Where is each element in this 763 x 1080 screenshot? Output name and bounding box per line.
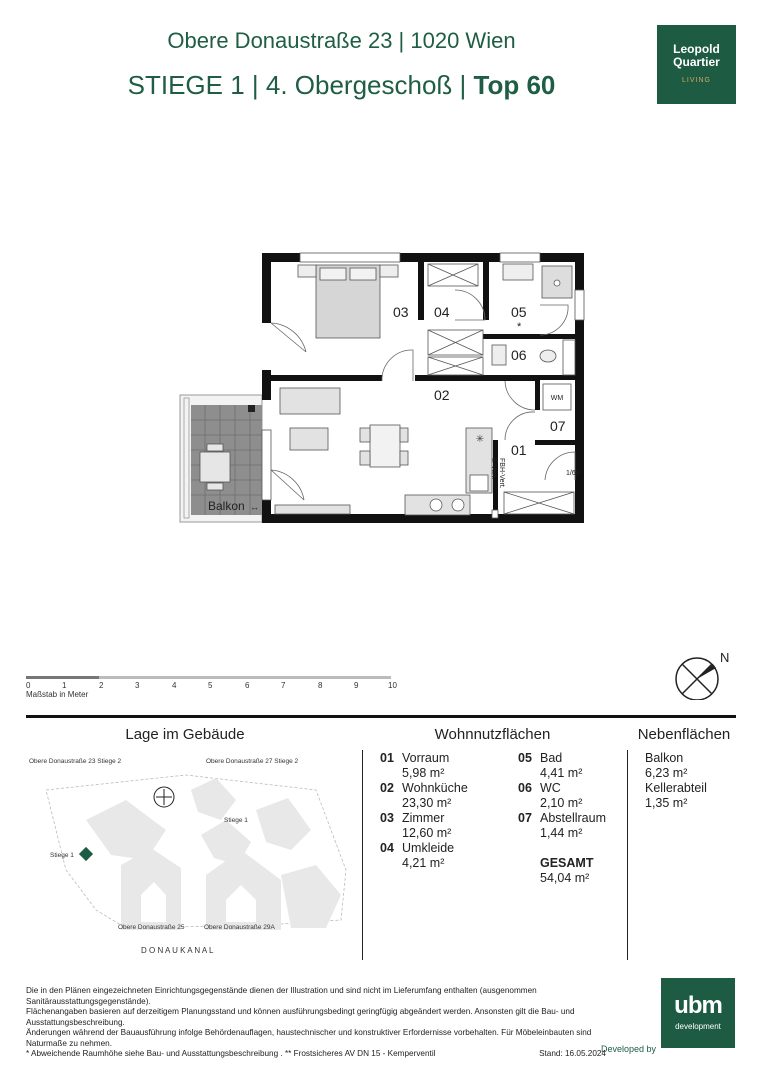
list-item: Kellerabteil 1,35 m² <box>645 781 707 810</box>
map-label-kanal: D O N A U K A N A L <box>141 946 214 955</box>
room-05-label: 05 <box>511 304 527 320</box>
scale-tick: 7 <box>281 681 286 690</box>
room-02-label: 02 <box>434 387 450 403</box>
scale-tick: 9 <box>354 681 359 690</box>
address-heading: Obere Donaustraße 23 | 1020 Wien <box>167 28 516 53</box>
stiege1-marker <box>79 847 93 861</box>
room-01-label: 01 <box>511 442 527 458</box>
disclaimer-line: * Abweichende Raumhöhe siehe Bau- und Ausstattungsbeschreibung . ** Frostsicheres AV DN 15 - Kemperventil <box>26 1049 436 1058</box>
ubm-logo <box>661 978 735 1048</box>
scale-label: Maßstab in Meter <box>26 690 89 699</box>
map-label-s25: Obere Donaustraße 25 <box>118 924 185 931</box>
scale-tick: 3 <box>135 681 140 690</box>
total-label: GESAMT <box>540 856 594 870</box>
title-prefix: STIEGE 1 | 4. Obergeschoß | <box>127 70 467 100</box>
logo-line3: LIVING <box>682 77 711 84</box>
north-label: N <box>720 650 730 665</box>
e-vert-label: E-Vert. <box>490 458 497 480</box>
location-title: Lage im Gebäude <box>125 726 245 743</box>
wohn-title: Wohnnutzflächen <box>434 726 551 743</box>
scale-tick: 8 <box>318 681 323 690</box>
list-item: 03 Zimmer 12,60 m² <box>380 811 452 840</box>
logo-line1: Leopold <box>673 42 720 56</box>
height-note-marker: * <box>517 321 522 333</box>
list-item: 02 Wohnküche 23,30 m² <box>380 781 468 810</box>
total-area: 54,04 m² <box>540 871 590 885</box>
list-item: 05 Bad 4,41 m² <box>518 751 583 780</box>
room-07-label: 07 <box>550 418 566 434</box>
list-item: Balkon 6,23 m² <box>645 751 688 780</box>
unit-number: Top 60 <box>473 70 556 100</box>
total <box>518 856 628 886</box>
room-06-label: 06 <box>511 347 527 363</box>
door-note: 1/60 <box>566 470 580 477</box>
wohn-list-col2 <box>518 751 628 886</box>
section-divider <box>26 715 736 718</box>
washing-machine-label: WM <box>550 395 564 402</box>
scale-tick: 10 <box>388 681 397 690</box>
list-item: 01 Vorraum 5,98 m² <box>380 751 450 780</box>
logo-line2: Quartier <box>673 55 720 69</box>
disclaimer <box>26 986 606 1060</box>
fridge-symbol: ✳ <box>475 434 485 445</box>
list-item: 06 WC 2,10 m² <box>518 781 583 810</box>
wohn-list-col1 <box>380 751 510 871</box>
list-item: 04 Umkleide 4,21 m² <box>380 841 455 870</box>
balkon-arrows: ↔ <box>250 502 259 512</box>
map-label-stiege1-left: Stiege 1 <box>50 852 74 859</box>
disclaimer-line: Die in den Plänen eingezeichneten Einrichtungsgegenstände dienen der Illustration und sind nicht im Lieferumfang enthalten (ausgenommen Sanitärausstattungsgegenstände). <box>26 986 537 1006</box>
map-label-stiege1-right: Stiege 1 <box>224 817 248 824</box>
bed <box>298 265 398 338</box>
location-map <box>26 750 356 960</box>
map-label-s29a: Obere Donaustraße 29A <box>204 924 275 931</box>
scale-tick: 1 <box>62 681 67 690</box>
living-furniture <box>275 388 498 518</box>
column-divider <box>362 750 363 960</box>
map-label-s27: Obere Donaustraße 27 Stiege 2 <box>206 758 299 765</box>
room-04-label: 04 <box>434 304 450 320</box>
neben-title: Nebenflächen <box>637 726 731 743</box>
stand-date: Stand: 16.05.2024 <box>539 1049 606 1058</box>
neben-list <box>645 751 745 811</box>
disclaimer-line: Flächenangaben basieren auf derzeitigem Planungsstand und können ausführungsbedingt geringfügig abgeändert werden. Ansonsten gilt die Bau- und Ausstattungsbeschreibung. <box>26 1007 575 1027</box>
north-arrow-icon <box>676 658 718 700</box>
balkon-label: Balkon <box>208 499 245 513</box>
scale-tick: 4 <box>172 681 177 690</box>
fbh-vert-label: FBH-Vert. <box>498 458 505 489</box>
disclaimer-line: Änderungen während der Bauausführung infolge Behördenauflagen, haustechnischer und konstruktiver Erfordernisse vorbehalten. Für Möbeleinbauten sind Naturmaße zu nehmen. <box>26 1028 592 1048</box>
room-03-label: 03 <box>393 304 409 320</box>
developed-by: Developed by <box>601 1044 657 1054</box>
scale-tick: 0 <box>26 681 31 690</box>
ubm-logo-main: ubm <box>674 992 722 1019</box>
ubm-logo-sub: development <box>675 1022 721 1031</box>
map-label-s23: Obere Donaustraße 23 Stiege 2 <box>29 758 122 765</box>
list-item: 07 Abstellraum 1,44 m² <box>518 811 606 840</box>
scale-tick: 5 <box>208 681 213 690</box>
scale-bar <box>26 676 397 699</box>
scale-tick: 2 <box>99 681 104 690</box>
scale-tick: 6 <box>245 681 250 690</box>
